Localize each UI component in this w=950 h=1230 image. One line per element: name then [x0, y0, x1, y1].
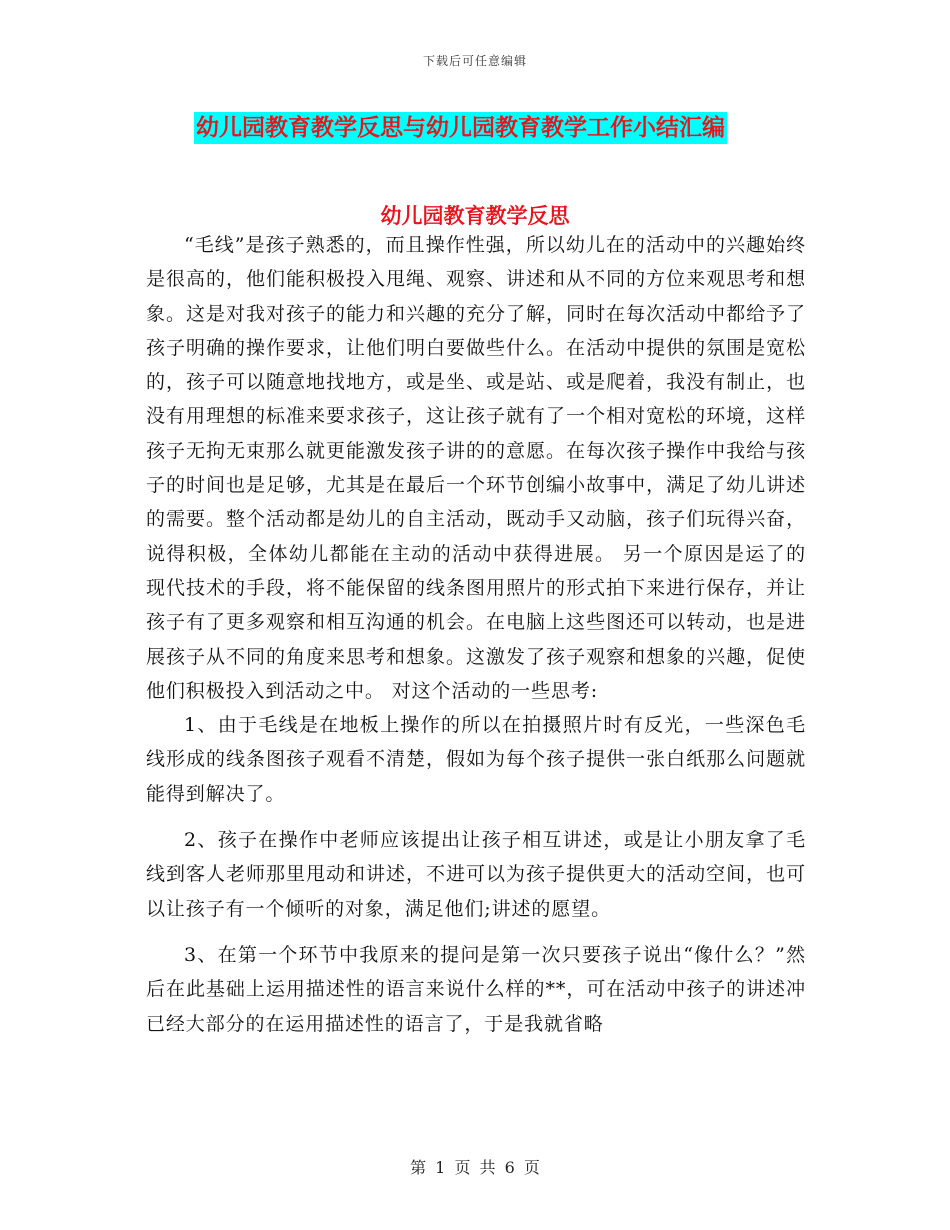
- body-paragraph-3: 2、孩子在操作中老师应该提出让孩子相互讲述，或是让小朋友拿了毛线到客人老师那里甩动和讲述，不进可以为孩子提供更大的活动空间，也可以让孩子有一个倾听的对象，满足他们;讲述的愿望。: [146, 829, 806, 920]
- body-paragraph-4: 3、在第一个环节中我原来的提问是第一次只要孩子说出“像什么？”然后在此基础上运用描述性的语言来说什么样的**，可在活动中孩子的讲述冲已经大部分的在运用描述性的语言了，于是我就省略: [146, 943, 806, 1035]
- document-body: [146, 228, 806, 1041]
- section-title: 幼儿园教育教学反思: [380, 204, 570, 228]
- document-title: 幼儿园教育教学反思与幼儿园教育教学工作小结汇编: [194, 112, 727, 144]
- body-paragraph-1: “毛线”是孩子熟悉的，而且操作性强，所以幼儿在的活动中的兴趣始终是很高的，他们能积极投入甩绳、观察、讲述和从不同的方位来观思考和想象。这是对我对孩子的能力和兴趣的充分了解，同时在每次活动中都给予了孩子明确的操作要求，让他们明白要做些什么。在活动中提供的氛围是宽松的，孩子可以随意地找地方，或是坐、或是站、或是爬着，我没有制止，也没有用理想的标准来要求孩子，这让孩子就有了一个相对宽松的环境，这样孩子无拘无束那么就更能激发孩子讲的的意愿。在每次孩子操作中我给与孩子的时间也是足够，尤其是在最后一个环节创编小故事中，满足了幼儿讲述的需要。整个活动都是幼儿的自主活动，既动手又动脑，孩子们玩得兴奋，说得积极，全体幼儿都能在主动的活动中获得进展。 另一个原因是运了的现代技术的手段，将不能保留的线条图用照片的形式拍下来进行保存，并让孩子有了更多观察和相互沟通的机会。在电脑上这些图还可以转动，也是进展孩子从不同的角度来思考和想象。这激发了孩子观察和想象的兴趣，促使他们积极投入到活动之中。 对这个活动的一些思考:: [146, 234, 806, 702]
- header-note: 下载后可任意编辑: [422, 54, 527, 68]
- page-number: 第 1 页 共 6 页: [410, 1158, 540, 1177]
- body-paragraph-2: 1、由于毛线是在地板上操作的所以在拍摄照片时有反光，一些深色毛线形成的线条图孩子观看不清楚，假如为每个孩子提供一张白纸那么问题就能得到解决了。: [146, 714, 806, 805]
